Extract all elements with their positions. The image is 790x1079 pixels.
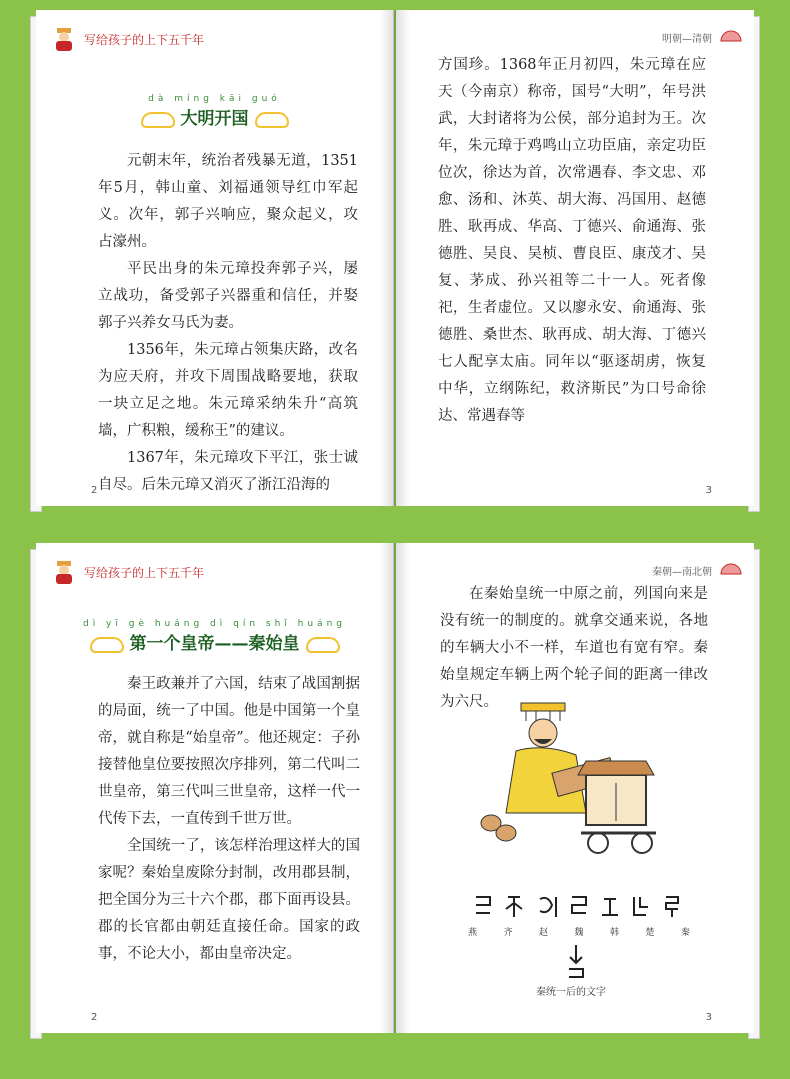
series-title: 写给孩子的上下五千年 [84, 566, 205, 580]
page-number: 3 [705, 1012, 712, 1023]
cloud-ornament-icon [90, 637, 124, 653]
seal-script-characters [468, 891, 698, 921]
book-spread-1 [30, 10, 760, 506]
state-name: 燕 [468, 928, 478, 938]
state-name: 赵 [538, 928, 548, 938]
book-spread-2 [30, 543, 760, 1033]
cloud-ornament-icon [306, 637, 340, 653]
chapter-title-block [36, 619, 393, 654]
series-title: 写给孩子的上下五千年 [84, 33, 205, 47]
cloud-ornament-icon [255, 112, 289, 128]
state-name: 韩 [609, 928, 619, 938]
fan-icon [720, 561, 742, 575]
paragraph: 1367年，朱元璋攻下平江，张士诚自尽。后朱元璋又消灭了浙江沿海的 [98, 450, 358, 493]
chapter-title-pinyin: dà míng kāi guó [148, 94, 281, 104]
chapter-title-block [36, 94, 393, 129]
left-page [36, 10, 394, 506]
page-number: 2 [91, 1012, 98, 1023]
paragraph: 1356年，朱元璋占领集庆路，改名为应天府，并攻下周围战略要地，获取一块立足之地。朱元璋采纳朱升“高筑墙，广积粮，缓称王”的建议。 [98, 342, 358, 439]
paragraph: 秦王政兼并了六国，结束了战国割据的局面，统一了中国。他是中国第一个皇帝，就自称是“始皇帝”。他还规定：子孙接替他皇位要按照次序排列，第二代叫二世皇帝，第三代叫三世皇帝，这样一代一代传下去，一直传到千世万世。 [98, 676, 360, 827]
paragraph: 平民出身的朱元璋投奔郭子兴，屡立战功，备受郭子兴器重和信任，并娶郭子兴养女马氏为妻。 [98, 261, 358, 331]
state-name: 楚 [645, 928, 655, 938]
left-page [36, 543, 394, 1033]
left-body-text [98, 148, 358, 499]
right-page [396, 10, 754, 506]
era-label: 秦朝—南北朝 [652, 567, 712, 578]
page-number: 2 [91, 485, 98, 496]
right-page [396, 543, 754, 1033]
paragraph: 在秦始皇统一中原之前，列国向来是没有统一的制度的。就拿交通来说，各地的车辆大小不一样，车道也有宽有窄。秦始皇规定车辆上两个轮子间的距离一律改为六尺。 [440, 586, 708, 710]
chapter-title: 第一个皇帝——秦始皇 [129, 634, 300, 654]
paragraph: 元朝末年，统治者残暴无道，1351年5月，韩山童、刘福通领导红巾军起义。次年，郭子兴响应，聚众起义，攻占濠州。 [98, 153, 358, 250]
emperor-cart-illustration [466, 693, 676, 863]
fan-icon [720, 28, 742, 42]
right-body-text [438, 52, 706, 430]
state-name: 秦 [680, 928, 690, 938]
paragraph: 方国珍。1368年正月初四，朱元璋在应天（今南京）称帝，国号“大明”，年号洪武，大封诸将为公侯，部分追封为王。次年，朱元璋于鸡鸣山立功臣庙，亲定功臣位次，徐达为首，次常遇春、李文忠、邓愈、汤和、沐英、胡大海、冯国用、赵德胜、耿再成、华高、丁德兴、俞通海、张德胜、吴良、吴桢、曹良臣、康茂才、吴复、茅成、孙兴祖等二十一人。死者像祀，生者虚位。又以廖永安、俞通海、张德胜、桑世杰、耿再成、胡大海、丁德兴七人配享太庙。同年以“驱逐胡虏，恢复中华，立纲陈纪，救济斯民”为口号命徐达、常遇春等 [438, 57, 706, 424]
left-body-text [98, 671, 360, 968]
ancient-characters-row [468, 891, 698, 938]
paragraph: 全国统一了，该怎样治理这样大的国家呢？秦始皇废除分封制，改用郡县制，把全国分为三十六个郡，郡下面再设县。郡的长官都由朝廷直接任命。国家的政事，不论大小，都由皇帝决定。 [98, 838, 360, 962]
emperor-portrait-icon [52, 26, 76, 52]
chapter-title-pinyin: dì yī gè huáng dì qín shǐ huáng [82, 619, 347, 629]
state-name: 齐 [503, 928, 513, 938]
arrow-down-icon [566, 943, 586, 979]
emperor-portrait-icon [52, 559, 76, 585]
state-names [468, 925, 690, 938]
state-name: 魏 [574, 928, 584, 938]
page-number: 3 [705, 485, 712, 496]
cloud-ornament-icon [141, 112, 175, 128]
illustration-caption: 秦统一后的文字 [536, 987, 606, 998]
chapter-title: 大明开国 [180, 109, 249, 129]
era-label: 明朝—清朝 [662, 34, 712, 45]
